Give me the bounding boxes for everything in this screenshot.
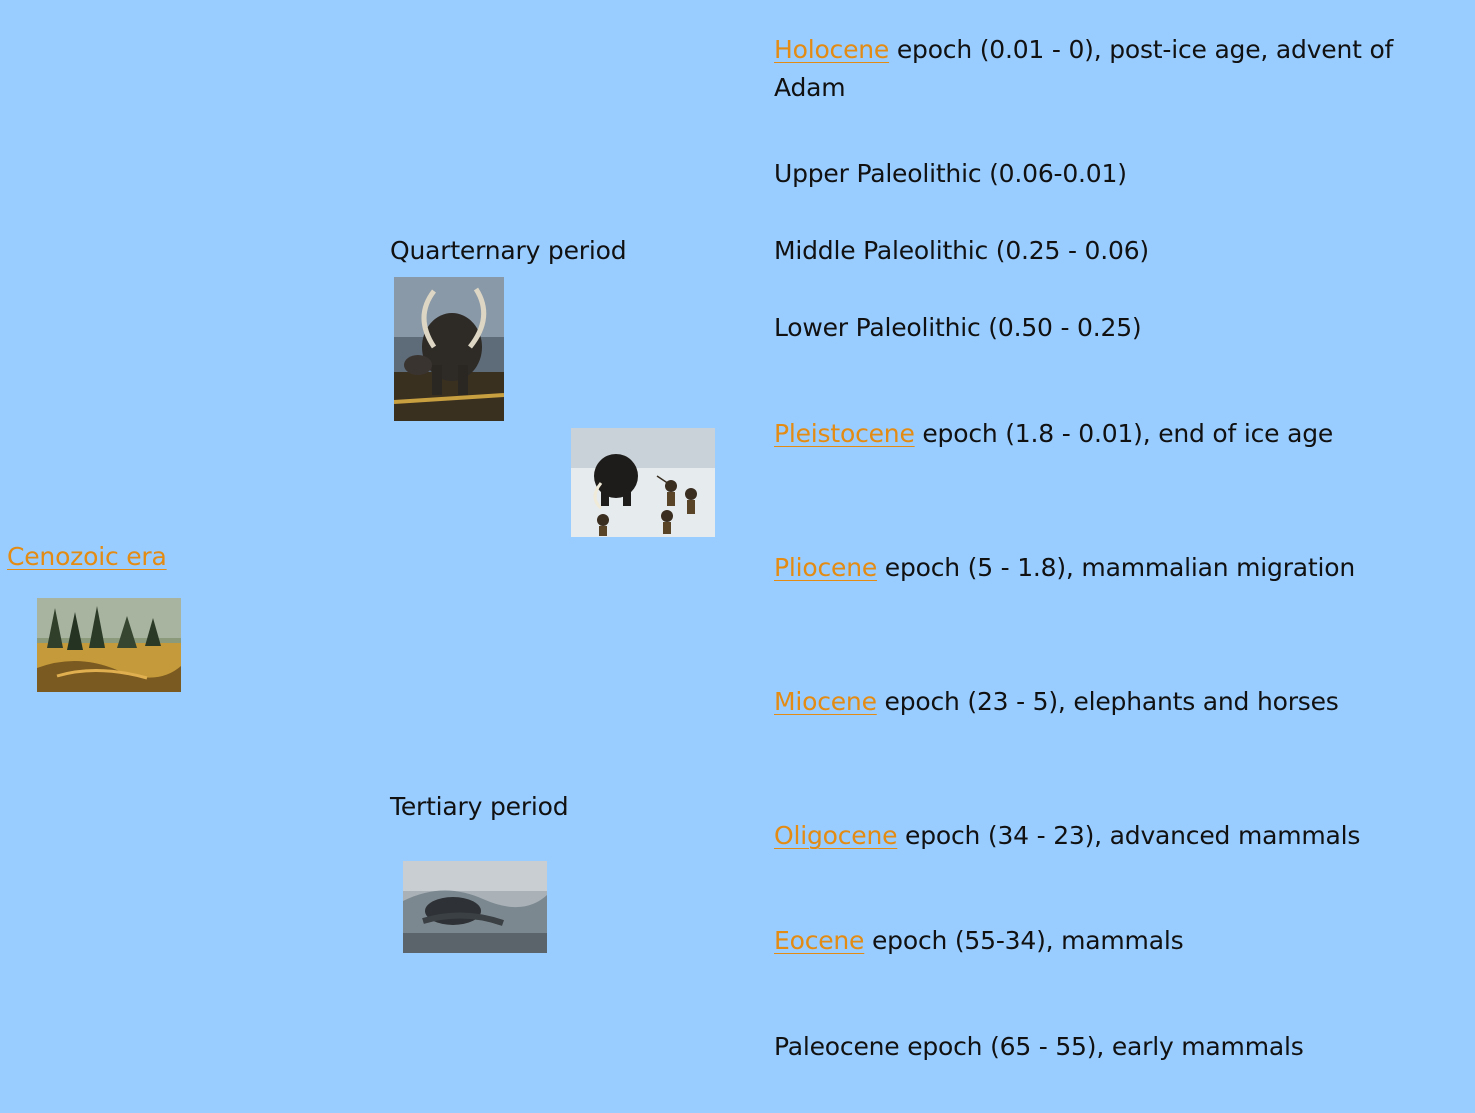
miocene-link[interactable]: Miocene	[774, 687, 877, 716]
quaternary-period-label: Quarternary period	[390, 236, 627, 265]
miocene-text: epoch (23 - 5), elephants and horses	[876, 687, 1339, 716]
eocene-link[interactable]: Eocene	[774, 926, 865, 955]
hunters-mammoth-image	[571, 428, 715, 537]
pleistocene-link[interactable]: Pleistocene	[774, 419, 915, 448]
oligocene-link[interactable]: Oligocene	[774, 821, 898, 850]
pliocene-item	[774, 549, 1355, 587]
cenozoic-era-link[interactable]	[7, 538, 167, 576]
eocene-text: epoch (55-34), mammals	[864, 926, 1184, 955]
pliocene-link[interactable]: Pliocene	[774, 553, 878, 582]
mammoth-image	[394, 277, 504, 421]
oligocene-item	[774, 817, 1360, 855]
tertiary-landscape-image	[403, 861, 547, 953]
cenozoic-era-link-text[interactable]: Cenozoic era	[7, 542, 167, 571]
pliocene-text: epoch (5 - 1.8), mammalian migration	[877, 553, 1355, 582]
pleistocene-text: epoch (1.8 - 0.01), end of ice age	[914, 419, 1334, 448]
middle-paleolithic-label: Middle Paleolithic (0.25 - 0.06)	[774, 236, 1149, 265]
eocene-item	[774, 922, 1183, 960]
tertiary-period-label: Tertiary period	[390, 792, 569, 821]
lower-paleolithic-label: Lower Paleolithic (0.50 - 0.25)	[774, 313, 1142, 342]
upper-paleolithic-label: Upper Paleolithic (0.06-0.01)	[774, 159, 1127, 188]
forest-landscape-image	[37, 598, 181, 692]
oligocene-text: epoch (34 - 23), advanced mammals	[897, 821, 1361, 850]
miocene-item	[774, 683, 1339, 721]
pleistocene-item	[774, 415, 1333, 453]
holocene-item	[774, 31, 1434, 107]
holocene-text: epoch (0.01 - 0), post-ice age, advent of Adam	[774, 35, 1394, 102]
holocene-link[interactable]: Holocene	[774, 35, 890, 64]
paleocene-label: Paleocene epoch (65 - 55), early mammals	[774, 1032, 1304, 1061]
